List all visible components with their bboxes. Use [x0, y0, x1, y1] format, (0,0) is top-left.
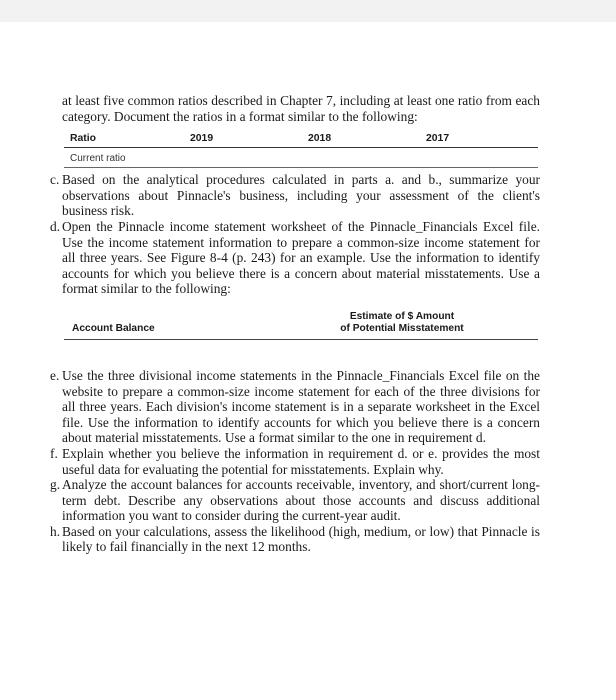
list-item-f	[50, 445, 540, 477]
requirements-list	[50, 172, 540, 297]
item-text: Based on your calculations, assess the likelihood (high, medium, or low) that Pinnacle is likely to fail financially in the next 12 months.	[62, 523, 540, 555]
list-item-h	[50, 523, 540, 555]
ratio-row-current-ratio: Current ratio	[64, 148, 538, 168]
intro-paragraph: at least five common ratios described in Chapter 7, including at least one ratio from each category. Document the ratios in a format similar to the following:	[62, 93, 540, 124]
list-item-g	[50, 477, 540, 524]
item-letter: f.	[50, 445, 58, 461]
item-letter: c.	[50, 172, 60, 188]
requirements-list-continued	[50, 367, 540, 555]
top-bar	[0, 0, 616, 22]
item-letter: h.	[50, 523, 61, 539]
item-text: Open the Pinnacle income statement worksheet of the Pinnacle_Financials Excel file. Use the income statement information to prepare a common-size income statement for all three years. See Figure 8-4 (p. 243) for an example. Use the information to identify accounts for which you believe there is a concern about material misstatements. Use a format similar to the following:	[62, 218, 540, 297]
item-text: Explain whether you believe the information in requirement d. or e. provides the most useful data for evaluating the potential for misstatements. Explain why.	[62, 445, 540, 477]
item-text: Based on the analytical procedures calculated in parts a. and b., summarize your observations about Pinnacle's business, including your assessment of the client's business risk.	[62, 172, 540, 219]
item-letter: g.	[50, 477, 61, 493]
estimate-header	[272, 311, 532, 336]
item-letter: e.	[50, 367, 60, 383]
ratio-header-2019: 2019	[190, 132, 214, 144]
ratio-header-ratio: Ratio	[70, 132, 96, 144]
list-item-e	[50, 367, 540, 446]
list-item-c	[50, 172, 540, 219]
estimate-header-line1: Estimate of $ Amount	[349, 310, 455, 322]
document-page	[50, 93, 540, 555]
ratio-header-2018: 2018	[308, 132, 332, 144]
item-letter: d.	[50, 218, 61, 234]
ratio-table-header	[64, 130, 538, 148]
item-text: Analyze the account balances for accounts receivable, inventory, and short/current long-term debt. Describe any observations about those accounts and discuss additional information you want to consider during the current-year audit.	[62, 477, 540, 524]
account-balance-header: Account Balance	[72, 323, 155, 335]
ratio-header-2017: 2017	[426, 132, 450, 144]
misstatement-table	[64, 311, 538, 340]
estimate-header-line2: of Potential Misstatement	[340, 323, 464, 335]
list-item-d	[50, 218, 540, 297]
item-text: Use the three divisional income statements in the Pinnacle_Financials Excel file on the website to prepare a common-size income statement for each of the three divisions for all three years. Each division's income statement is in a separate worksheet in the Excel file. Use the information to identify accounts for which you believe there is a concern about material misstatements. Use a format similar to the one in requirement d.	[62, 367, 540, 446]
ratio-table	[64, 130, 538, 168]
